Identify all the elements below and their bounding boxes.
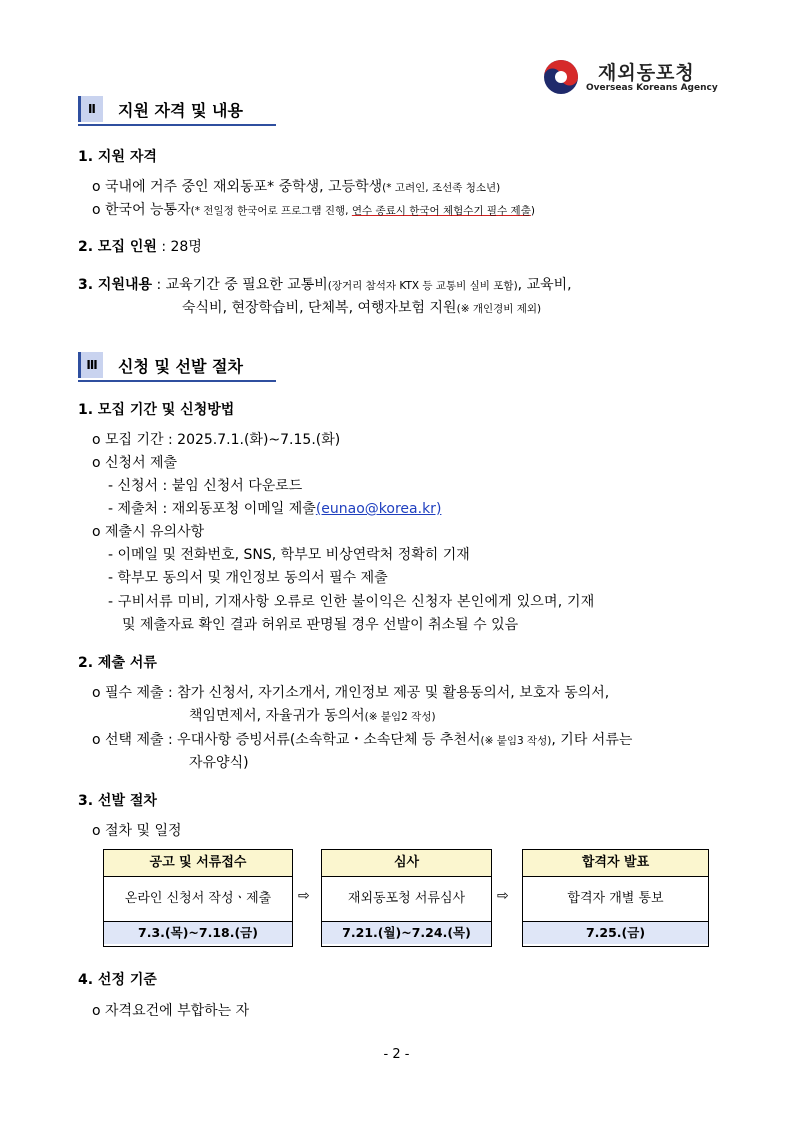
eligibility-note-1: (* 고려인, 조선족 청소년) [382, 182, 501, 194]
flow-step-2-desc: 재외동포청 서류심사 [347, 891, 466, 906]
required-docs-text-2: 책임면제서, 자율귀가 동의서 [189, 708, 365, 724]
eligibility-line-1 [92, 177, 500, 198]
eligibility-heading: 1. 지원 자격 [78, 149, 157, 165]
submit-destination-text: - 제출처 : 재외동포청 이메일 제출 [108, 501, 316, 517]
support-content-note-2: (※ 개인경비 제외) [456, 303, 542, 315]
eligibility-note-2: (* 전일정 한국어로 프로그램 진행, [190, 205, 352, 217]
period-method-heading: 1. 모집 기간 및 신청방법 [78, 402, 235, 418]
process-schedule-line: o 절차 및 일정 [92, 823, 182, 839]
support-content-line-2 [182, 298, 541, 319]
eligibility-text-2: o 한국어 능통자 [92, 202, 191, 218]
page-number: - 2 - [383, 1047, 410, 1062]
support-content-text-2: 숙식비, 현장학습비, 단체복, 여행자보험 지원 [182, 300, 457, 316]
recruit-count-line [78, 237, 202, 257]
eligibility-line-2 [92, 200, 535, 221]
support-content-text-1b: , 교육비, [517, 277, 572, 293]
period-line: o 모집 기간 : 2025.7.1.(화)~7.15.(화) [92, 432, 341, 448]
optional-docs-line-1 [92, 730, 632, 751]
section-iii-title: 신청 및 선발 절차 [118, 357, 243, 376]
agency-emblem-icon [542, 58, 580, 96]
required-docs-note: (※ 붙임2 작성) [364, 711, 436, 723]
support-content-heading: 3. 지원내용 [78, 277, 153, 293]
flow-step-2-date: 7.21.(월)~7.24.(목) [322, 921, 491, 944]
precaution-3-cont: 및 제출자료 확인 결과 허위로 판명될 경우 선발이 취소될 수 있음 [122, 617, 519, 633]
flow-step-3 [522, 849, 709, 947]
section-iii-number: Ⅲ [78, 352, 103, 378]
agency-logo [542, 58, 722, 98]
optional-docs-line-2: 자유양식) [189, 755, 249, 771]
precaution-1: - 이메일 및 전화번호, SNS, 학부모 비상연락처 정확히 기재 [108, 547, 470, 563]
submit-destination-line [108, 499, 441, 519]
required-docs-line-2 [189, 706, 436, 727]
flow-step-3-title: 합격자 발표 [523, 850, 708, 877]
precaution-2: - 학부모 동의서 및 개인정보 동의서 필수 제출 [108, 570, 388, 586]
section-iii-header [78, 352, 276, 382]
recruit-count-value: : 28명 [161, 239, 202, 255]
flow-arrow-1-icon: ⇨ [298, 888, 310, 904]
flow-step-1-desc: 온라인 신청서 작성ㆍ제출 [124, 891, 272, 906]
flow-step-2 [321, 849, 492, 947]
flow-step-1-title: 공고 및 서류접수 [104, 850, 292, 877]
support-content-note-1: (장거리 참석자 KTX 등 교통비 실비 포함) [327, 280, 518, 292]
support-content-line-1 [78, 275, 572, 296]
optional-docs-text-1b: , 기타 서류는 [551, 732, 633, 748]
documents-heading: 2. 제출 서류 [78, 655, 157, 671]
selection-criteria-line: o 자격요건에 부합하는 자 [92, 1003, 250, 1019]
eligibility-note-2-underlined: 연수 종료시 한국어 체험수기 필수 제출 [351, 205, 531, 217]
precautions-line: o 제출시 유의사항 [92, 524, 205, 540]
application-form-line: - 신청서 : 붙임 신청서 다운로드 [108, 478, 303, 494]
flow-step-3-date: 7.25.(금) [523, 921, 708, 944]
recruit-count-heading: 2. 모집 인원 [78, 239, 157, 255]
required-docs-line-1: o 필수 제출 : 참가 신청서, 자기소개서, 개인정보 제공 및 활용동의서, 보호자 동의서, [92, 685, 610, 701]
section-ii-title: 지원 자격 및 내용 [118, 101, 243, 120]
flow-step-1-date: 7.3.(목)~7.18.(금) [104, 921, 292, 944]
flow-step-1 [103, 849, 293, 947]
flow-step-2-title: 심사 [322, 850, 491, 877]
selection-criteria-heading: 4. 선정 기준 [78, 972, 157, 988]
email-link[interactable]: (eunao@korea.kr) [315, 501, 442, 517]
selection-process-heading: 3. 선발 절차 [78, 793, 157, 809]
optional-docs-text-1a: o 선택 제출 : 우대사항 증빙서류(소속학교・소속단체 등 추천서 [92, 732, 481, 748]
agency-name-en: Overseas Koreans Agency [586, 83, 718, 93]
eligibility-note-2-close: ) [530, 205, 535, 217]
precaution-3: - 구비서류 미비, 기재사항 오류로 인한 불이익은 신청자 본인에게 있으며, 기재 [108, 594, 595, 610]
application-submit-line: o 신청서 제출 [92, 455, 178, 471]
flow-arrow-2-icon: ⇨ [497, 888, 509, 904]
support-content-text-1a: : 교육기간 중 필요한 교통비 [156, 277, 328, 293]
section-ii-header [78, 96, 276, 126]
flow-step-3-desc: 합격자 개별 통보 [567, 891, 664, 906]
optional-docs-note: (※ 붙임3 작성) [480, 735, 552, 747]
agency-name-ko: 재외동포청 [598, 62, 695, 84]
eligibility-text-1: o 국내에 거주 중인 재외동포* 중학생, 고등학생 [92, 179, 383, 195]
section-ii-number: Ⅱ [78, 96, 103, 122]
